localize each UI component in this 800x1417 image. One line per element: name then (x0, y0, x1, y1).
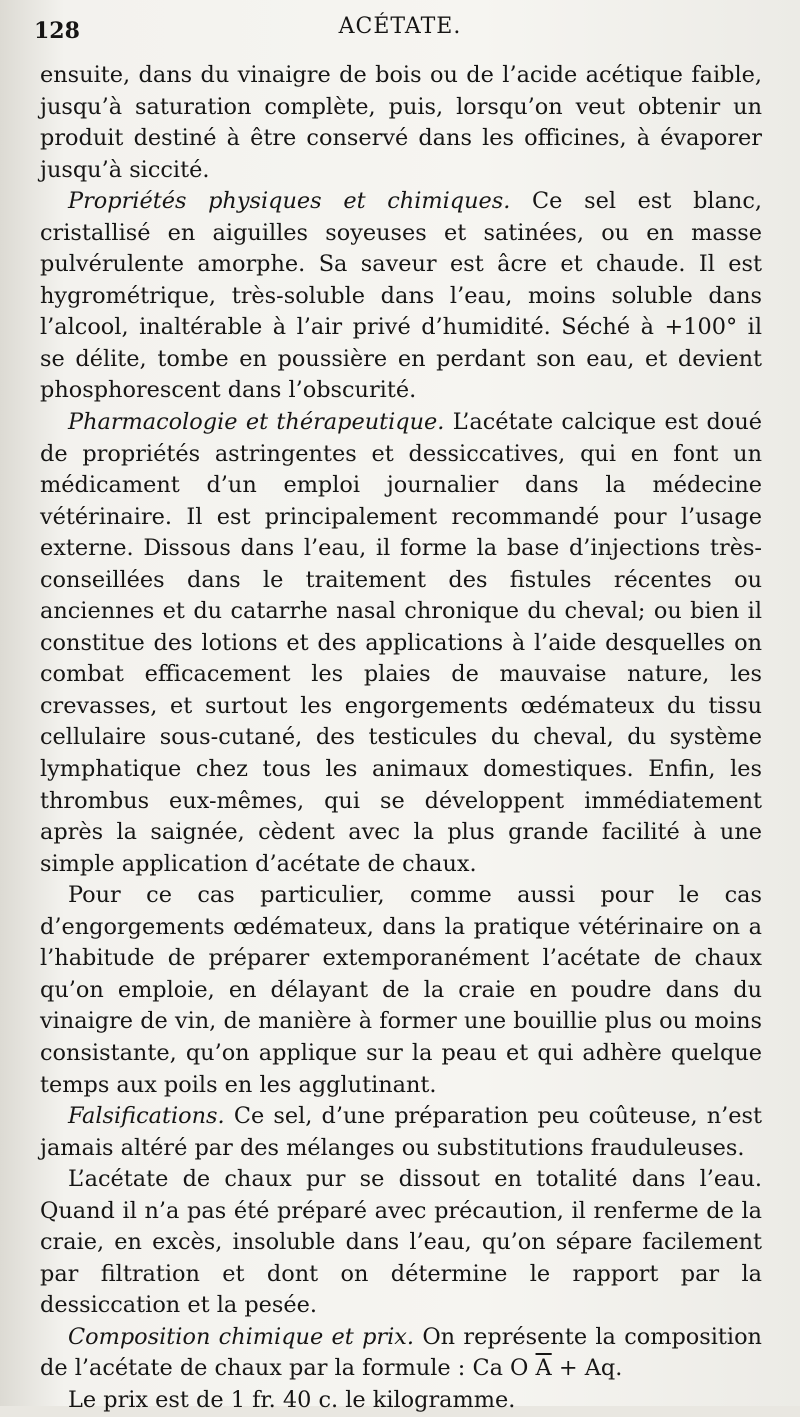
paragraph-text: Ce sel est blanc, cristallisé en aiguilles soyeuses et satinées, ou en masse pulvérulente amorphe. Sa saveur est âcre et chaude. Il est hygrométrique, très-soluble dans l’eau, moins soluble dans l’alcool, inaltérable à l’air privé d’humidité. Séché à +100° il se délite, tombe en poussière en perdant son eau, et devient phosphorescent dans l’obscurité. (40, 188, 762, 404)
page-number: 128 (34, 18, 80, 44)
paragraph-continuation: ensuite, dans du vinaigre de bois ou de l’acide acétique faible, jusqu’à saturation complète, puis, lorsqu’on veut obtenir un produit destiné à être conservé dans les officines, à évaporer jusqu’à siccité. (40, 62, 762, 183)
chemical-formula: Ca O $\overline{A} + Aq$. (472, 1355, 623, 1382)
paragraph-price: Le prix est de 1 fr. 40 c. le kilogramme. (68, 1386, 516, 1413)
acetic-radical-symbol: $\overline{A}$ (535, 1355, 552, 1382)
paragraph-composition (40, 1322, 762, 1385)
body-text (40, 60, 762, 1417)
section-heading: Composition chimique et prix. (68, 1323, 415, 1350)
running-title: ACÉTATE. (338, 14, 462, 39)
paragraph-text: L’acétate calcique est doué de propriétés astringentes et dessiccatives, qui en font un médicament d’un emploi journalier dans la médecine vétérinaire. Il est principalement recommandé pour l’usage externe. Dissous dans l’eau, il forme la base d’injections très-conseillées dans le traitement des fistules récentes ou anciennes et du catarrhe nasal chronique du cheval; ou bien il constitue des lotions et des applications à l’aide desquelles on combat efficacement les plaies de mauvaise nature, les crevasses, et surtout les engorgements œdémateux du tissu cellulaire sous-cutané, des testicules du cheval, du système lymphatique chez tous les animaux domestiques. Enfin, les thrombus eux-mêmes, qui se développent immédiatement après la saignée, cèdent avec la plus grande facilité à une simple application d’acétate de chaux. (40, 409, 763, 877)
section-heading: Falsifications. (68, 1103, 225, 1130)
paragraph-physical-chemical-properties (40, 186, 762, 407)
paragraph-text: On représente la composition de l’acétate de chaux par la formule : (40, 1323, 762, 1382)
paragraph-purity-test: L’acétate de chaux pur se dissout en totalité dans l’eau. Quand il n’a pas été préparé avec précaution, il renferme de la craie, en excès, insoluble dans l’eau, qu’on sépare facilement par filtration et dont on détermine le rapport par la dessiccation et la pesée. (40, 1166, 762, 1319)
section-heading: Propriétés physiques et chimiques. (68, 188, 511, 215)
section-heading: Pharmacologie et thérapeutique. (68, 409, 445, 436)
paragraph-falsifications (40, 1101, 762, 1164)
paragraph-pharmacology-therapeutics (40, 407, 762, 880)
paragraph-text: Ce sel, d’une préparation peu coûteuse, n’est jamais altéré par des mélanges ou substitutions frauduleuses. (40, 1103, 762, 1161)
paragraph-veterinary-preparation: Pour ce cas particulier, comme aussi pour le cas d’engorgements œdémateux, dans la pratique vétérinaire on a l’habitude de préparer extemporanément l’acétate de chaux qu’on emploie, en délayant de la craie en poudre dans du vinaigre de vin, de manière à former une bouillie plus ou moins consistante, qu’on applique sur la peau et qui adhère quelque temps aux poils en les agglutinant. (40, 882, 762, 1098)
